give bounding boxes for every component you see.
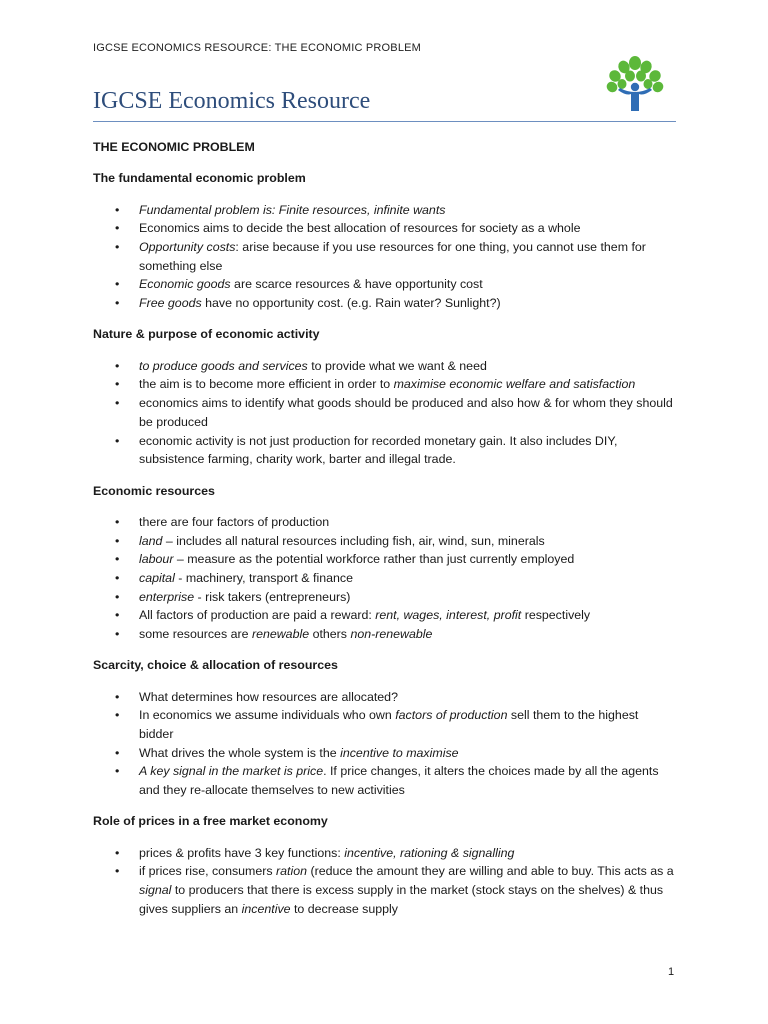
list-item: [93, 201, 676, 220]
list-item: [93, 513, 676, 532]
italic-text: Free goods: [139, 296, 202, 311]
text-run: In economics we assume individuals who own: [139, 708, 396, 723]
italic-text: Opportunity costs: [139, 240, 236, 254]
text-run: – includes all natural resources including fish, air, wind, sun, minerals: [162, 533, 545, 548]
text-run: (reduce the amount they are willing and able to buy. This acts as a: [307, 864, 674, 879]
sections-container: [93, 169, 676, 918]
bullet-list: [93, 844, 676, 919]
text-run: some resources are: [139, 627, 252, 642]
section-heading: The fundamental economic problem: [93, 171, 306, 186]
italic-text: signal: [139, 883, 172, 898]
italic-text: capital: [139, 570, 175, 585]
italic-text: land: [139, 533, 163, 548]
text-run: the aim is to become more efficient in order to: [139, 377, 394, 392]
italic-text: non-renewable: [350, 627, 433, 642]
list-item: [93, 357, 676, 376]
text-run: What drives the whole system is the: [139, 745, 341, 760]
bullet-list: [93, 513, 676, 644]
italic-text: incentive: [241, 901, 291, 916]
running-header: IGCSE ECONOMICS RESOURCE: THE ECONOMIC PROBLEM: [93, 42, 422, 54]
list-item: [93, 238, 676, 275]
list-item: [93, 569, 676, 588]
text-run: have no opportunity cost. (e.g. Rain water? Sunlight?): [201, 296, 501, 311]
document-body: [93, 138, 676, 931]
list-item: [93, 275, 676, 294]
text-run: Economics aims to decide the best allocation of resources for society as a whole: [139, 221, 581, 236]
text-run: others: [309, 627, 351, 642]
text-run: economics aims to identify what goods should be produced and also how & for whom they should be produced: [139, 396, 673, 429]
bullet-list: [93, 201, 676, 313]
list-item: [93, 432, 676, 469]
list-item: [93, 606, 676, 625]
text-run: to producers that there is excess supply in the market (stock stays on the shelves) & thus gives suppliers an: [139, 883, 664, 916]
text-run: prices & profits have 3 key functions:: [139, 845, 345, 860]
list-item: [93, 706, 676, 743]
main-heading: THE ECONOMIC PROBLEM: [93, 140, 255, 154]
italic-text: A key signal in the market is price: [139, 764, 324, 779]
title-divider: [93, 121, 676, 122]
list-item: [93, 532, 676, 551]
list-item: [93, 688, 676, 707]
text-run: . If price changes, it alters the choices made by all the agents and they re-allocate themselves to new activities: [139, 764, 659, 798]
list-item: [93, 550, 676, 569]
italic-text: ration: [276, 864, 308, 879]
text-run: sell them to the highest bidder: [139, 708, 639, 742]
text-run: if prices rise, consumers: [139, 864, 277, 879]
text-run: - machinery, transport & finance: [174, 570, 353, 585]
italic-text: labour: [139, 552, 174, 567]
list-item: [93, 588, 676, 607]
section-heading: Nature & purpose of economic activity: [93, 327, 320, 342]
list-item: [93, 375, 676, 394]
italic-text: to produce goods and services: [139, 358, 308, 373]
list-item: [93, 625, 676, 644]
page-number: 1: [668, 966, 675, 978]
text-run: respectively: [521, 608, 591, 623]
italic-text: incentive to maximise: [340, 745, 459, 760]
section-heading: Economic resources: [93, 483, 215, 498]
text-run: to decrease supply: [290, 901, 398, 916]
text-run: : arise because if you use resources for one thing, you cannot use them for something else: [139, 240, 646, 273]
italic-text: incentive, rationing & signalling: [344, 845, 515, 860]
list-item: [93, 862, 676, 918]
text-run: – measure as the potential workforce rather than just currently employed: [173, 552, 575, 567]
list-item: [93, 744, 676, 763]
italic-text: Economic goods: [139, 277, 231, 292]
italic-text: factors of production: [395, 708, 508, 723]
bullet-list: [93, 688, 676, 800]
italic-text: Fundamental problem is: Finite resources, infinite wants: [139, 202, 446, 217]
section-heading: Scarcity, choice & allocation of resources: [93, 658, 338, 673]
text-run: are scarce resources & have opportunity cost: [230, 277, 483, 292]
list-item: [93, 294, 676, 313]
text-run: economic activity is not just production for recorded monetary gain. It also includes DIY, subsistence farming, charity work, barter and illegal trade.: [139, 433, 618, 467]
text-run: there are four factors of production: [139, 514, 330, 529]
italic-text: renewable: [251, 627, 310, 642]
italic-text: rent, wages, interest, profit: [375, 608, 522, 623]
text-run: - risk takers (entrepreneurs): [194, 589, 351, 604]
tree-person-logo-icon: [604, 54, 666, 114]
italic-text: enterprise: [139, 589, 195, 604]
text-run: What determines how resources are allocated?: [139, 689, 398, 704]
italic-text: maximise economic welfare and satisfaction: [393, 377, 636, 392]
text-run: to provide what we want & need: [307, 358, 487, 373]
list-item: [93, 394, 676, 431]
list-item: [93, 219, 676, 238]
list-item: [93, 762, 676, 799]
text-run: All factors of production are paid a reward:: [139, 608, 376, 623]
section-heading: Role of prices in a free market economy: [93, 814, 328, 829]
bullet-list: [93, 357, 676, 469]
list-item: [93, 844, 676, 863]
document-title: IGCSE Economics Resource: [93, 88, 371, 114]
